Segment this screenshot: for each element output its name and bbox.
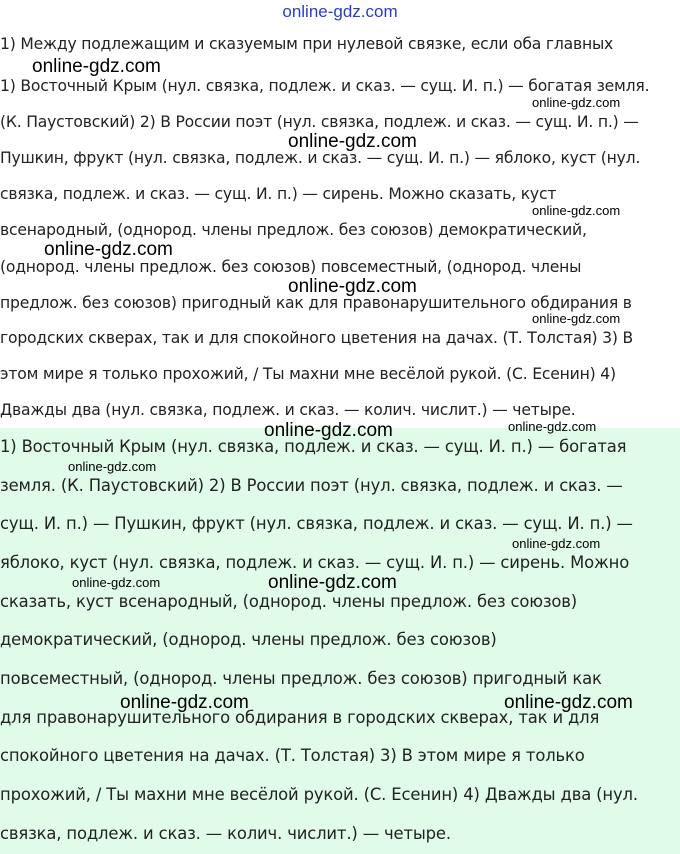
question-line: связка, подлеж. и сказ. — сущ. И. п.) — сирень. Можно сказать, куст	[0, 185, 557, 203]
answer-line: 1) Восточный Крым (нул. связка, подлеж. и сказ. — сущ. И. п.) — богатая	[0, 437, 627, 456]
answer-line: связка, подлеж. и сказ. — колич. числит.) — четыре.	[0, 824, 451, 843]
watermark: online-gdz.com	[508, 419, 597, 434]
question-line: Дважды два (нул. связка, подлеж. и сказ. — колич. числит.) — четыре.	[0, 401, 576, 419]
answer-line: спокойного цветения на дачах. (Т. Толстая) 3) В этом мире я только	[0, 746, 585, 765]
watermark: online-gdz.com	[120, 692, 249, 713]
question-line: всенародный, (однород. члены предлож. без союзов) демократический,	[0, 221, 587, 239]
site-header	[0, 0, 680, 26]
answer-line: яблоко, куст (нул. связка, подлеж. и сказ. — сущ. И. п.) — сирень. Можно	[0, 553, 630, 572]
question-line: 1) Восточный Крым (нул. связка, подлеж. и сказ. — сущ. И. п.) — богатая земля.	[0, 77, 650, 95]
question-line: этом мире я только прохожий, / Ты махни мне весёлой рукой. (С. Есенин) 4)	[0, 365, 616, 383]
watermark: online-gdz.com	[532, 311, 621, 326]
answer-line: для правонарушительного обдирания в городских скверах, так и для	[0, 708, 600, 727]
watermark: online-gdz.com	[288, 276, 417, 297]
watermark: online-gdz.com	[532, 95, 621, 110]
watermark: online-gdz.com	[72, 575, 161, 590]
watermark: online-gdz.com	[504, 692, 633, 713]
question-line: предлож. без союзов) пригодный как для правонарушительного обдирания в	[0, 294, 632, 312]
answer-line: сказать, куст всенародный, (однород. члены предлож. без союзов)	[0, 592, 578, 611]
answer-line: демократический, (однород. члены предлож. без союзов)	[0, 630, 497, 649]
question-line: городских скверах, так и для спокойного цветения на дачах. (Т. Толстая) 3) В	[0, 329, 634, 347]
answer-line: земля. (К. Паустовский) 2) В России поэт (нул. связка, подлеж. и сказ. —	[0, 476, 623, 495]
watermark: online-gdz.com	[68, 459, 157, 474]
question-line: (однород. члены предлож. без союзов) повсеместный, (однород. члены	[0, 258, 582, 276]
answer-section	[0, 428, 680, 854]
watermark: online-gdz.com	[532, 203, 621, 218]
answer-line: прохожий, / Ты махни мне весёлой рукой. (С. Есенин) 4) Дважды два (нул.	[0, 785, 638, 804]
watermark: online-gdz.com	[288, 131, 417, 152]
watermark: online-gdz.com	[512, 536, 601, 551]
answer-line: повсеместный, (однород. члены предлож. без союзов) пригодный как	[0, 669, 602, 688]
site-header-link[interactable]: online-gdz.com	[282, 2, 398, 21]
question-line: Пушкин, фрукт (нул. связка, подлеж. и сказ. — сущ. И. п.) — яблоко, куст (нул.	[0, 149, 641, 167]
watermark: online-gdz.com	[264, 420, 393, 441]
question-line: (К. Паустовский) 2) В России поэт (нул. связка, подлеж. и сказ. — сущ. И. п.) —	[0, 113, 639, 131]
task-heading: 1) Между подлежащим и сказуемым при нулевой связке, если оба главных	[0, 35, 614, 53]
watermark: online-gdz.com	[32, 56, 161, 77]
answer-line: сущ. И. п.) — Пушкин, фрукт (нул. связка, подлеж. и сказ. — сущ. И. п.) —	[0, 514, 633, 533]
watermark: online-gdz.com	[44, 239, 173, 260]
watermark: online-gdz.com	[268, 572, 397, 593]
